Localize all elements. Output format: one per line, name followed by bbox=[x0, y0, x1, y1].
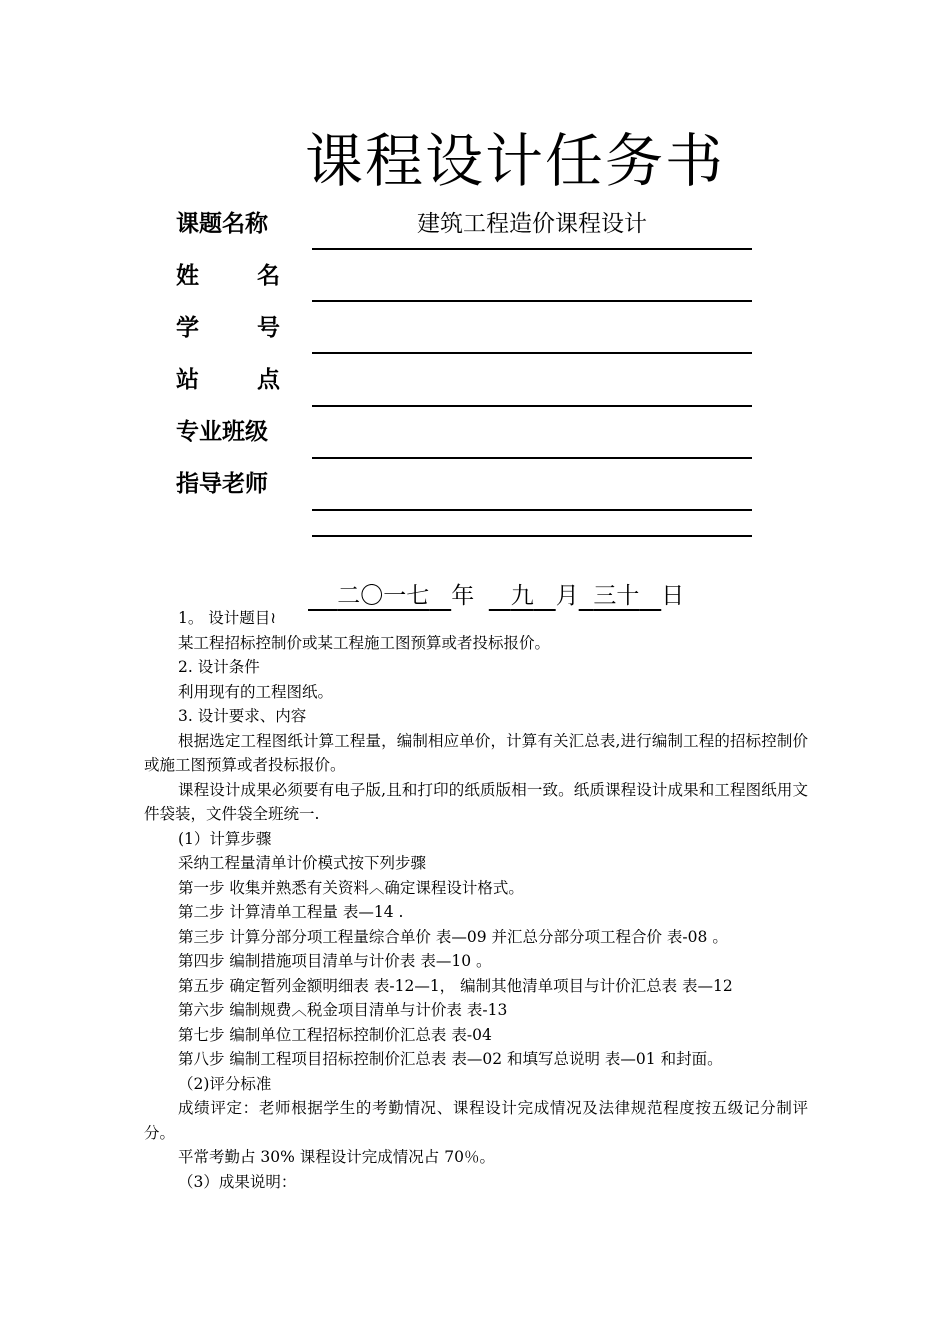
step-item: 第八步 编制工程项目招标控制价汇总表 表—02 和填写总说明 表—01 和封面。 bbox=[178, 1050, 723, 1068]
field-rule-student-id bbox=[312, 352, 752, 354]
paragraph: 采纳工程量清单计价模式按下列步骤 bbox=[178, 854, 427, 872]
date-month-value: 九 bbox=[510, 583, 534, 609]
field-label-student-id-char-2: 号 bbox=[257, 315, 280, 341]
date-day-unit: 日 bbox=[661, 583, 685, 609]
step-item: 第一步 收集并熟悉有关资料︿确定课程设计格式。 bbox=[178, 878, 524, 897]
field-rule-class bbox=[312, 457, 752, 459]
step-item: 第七步 编制单位工程招标控制价汇总表 表-04 bbox=[178, 1025, 492, 1044]
field-rule-advisor bbox=[312, 509, 752, 511]
subsection-heading-steps: (1）计算步骤 bbox=[178, 829, 272, 848]
field-label-site-char-2: 点 bbox=[257, 367, 280, 393]
subsection-heading-results: （3）成果说明： bbox=[178, 1172, 297, 1191]
subsection-heading-grading: （2)评分标准 bbox=[178, 1074, 272, 1093]
paragraph: 成绩评定：老师根据学生的考勤情况、课程设计完成情况及法律规范程度按五级记分制评分。 bbox=[144, 1099, 808, 1142]
body-text bbox=[144, 606, 808, 1194]
section-heading-conditions: 2. 设计条件 bbox=[178, 658, 260, 676]
step-item: 第三步 计算分部分项工程量综合单价 表—09 并汇总分部分项工程合价 表-08 。 bbox=[178, 927, 728, 946]
step-item: 第五步 确定暂列金额明细表 表-12—1， 编制其他清单项目与计价汇总表 表—12 bbox=[178, 976, 733, 995]
paragraph: 平常考勤占 30% 课程设计完成情况占 70％。 bbox=[178, 1148, 495, 1166]
step-item: 第二步 计算清单工程量 表—14 . bbox=[178, 903, 404, 921]
step-item: 第四步 编制措施项目清单与计价表 表—10 。 bbox=[178, 952, 492, 970]
field-rule-topic bbox=[312, 248, 752, 250]
paragraph: 课程设计成果必须要有电子版,且和打印的纸质版相一致。纸质课程设计成果和工程图纸用文件袋装，文件袋全班统一. bbox=[144, 780, 808, 823]
paragraph: 利用现有的工程图纸。 bbox=[178, 682, 334, 701]
section-heading-topic: 1。 设计题目≀ bbox=[178, 609, 277, 627]
field-label-advisor: 指导老师 bbox=[176, 471, 268, 497]
field-label-site-char-1: 站 bbox=[176, 367, 199, 393]
date-month-unit: 月 bbox=[555, 583, 579, 609]
date-year-unit: 年 bbox=[451, 583, 475, 609]
field-rule-site bbox=[312, 405, 752, 407]
field-label-site bbox=[176, 365, 280, 395]
field-label-name-char-2: 名 bbox=[257, 263, 280, 289]
field-label-student-id bbox=[176, 313, 280, 343]
field-rule-name bbox=[312, 300, 752, 302]
paragraph: 某工程招标控制价或某工程施工图预算或者投标报价。 bbox=[178, 633, 551, 652]
date-year-value: 二〇一七 bbox=[337, 583, 430, 609]
paragraph: 根据选定工程图纸计算工程量，编制相应单价，计算有关汇总表,进行编制工程的招标控制价或施工图预算或者投标报价。 bbox=[144, 731, 808, 774]
step-item: 第六步 编制规费︿税金项目清单与计价表 表-13 bbox=[178, 1001, 508, 1019]
section-heading-requirements: 3. 设计要求、内容 bbox=[178, 707, 307, 725]
field-label-student-id-char-1: 学 bbox=[176, 315, 199, 341]
document-title: 课程设计任务书 bbox=[304, 127, 725, 195]
field-label-topic: 课题名称 bbox=[176, 211, 268, 237]
field-label-name-char-1: 姓 bbox=[176, 263, 199, 289]
date-day-value: 三十 bbox=[593, 583, 640, 609]
field-rule-extra bbox=[312, 535, 752, 537]
field-value-topic: 建筑工程造价课程设计 bbox=[417, 211, 647, 237]
field-label-class: 专业班级 bbox=[176, 419, 268, 445]
field-label-name bbox=[176, 261, 280, 291]
